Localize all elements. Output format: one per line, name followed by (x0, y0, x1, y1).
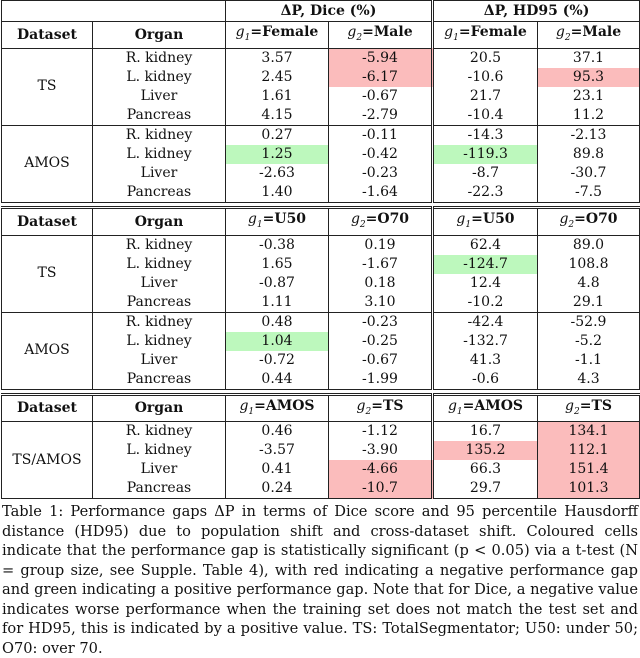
value-cell: -2.13 (538, 125, 640, 145)
organ-cell: Liver (93, 460, 226, 479)
dataset-cell: TS (2, 48, 93, 125)
dice-header: ΔP, Dice (%) (226, 1, 433, 22)
value-cell: -0.72 (226, 351, 329, 370)
value-cell: 1.61 (226, 87, 329, 106)
table-row (2, 87, 640, 106)
hd95-g1-header: $g_1=U50$ (433, 207, 538, 235)
value-cell: -5.94 (329, 48, 433, 68)
group-label: U50 (274, 210, 307, 227)
dataset-cell: TS (2, 235, 93, 312)
value-cell: -8.7 (433, 164, 538, 183)
dice-g2-header: $g_2=TS$ (329, 394, 433, 422)
group-label: Male (582, 24, 622, 40)
dice-g1-header: $g_1=U50$ (226, 207, 329, 235)
value-cell: -14.3 (433, 125, 538, 145)
table-caption: Table 1: Performance gaps ΔP in terms of Dice score and 95 percentile Hausdorff distance (HD95) due to population shift and cross-dataset shift. Coloured cells indicate that the performance gap is statistically significant (p < 0.05) via a t-test (N = group size, see Supple. Table 4), with red indicating a negative performance gap and green indicating a positive performance gap. Note that for Dice, a negative value indicates worse performance when the training set does not match the test set and for HD95, this is indicated by a positive value. TS: TotalSegmentator; U50: under 50; O70: over 70. (2, 503, 638, 657)
organ-cell: Liver (93, 274, 226, 293)
value-cell: 0.19 (329, 235, 433, 255)
table-row (2, 164, 640, 183)
value-cell: -30.7 (538, 164, 640, 183)
table-row (2, 479, 640, 499)
value-cell: -0.11 (329, 125, 433, 145)
table-row (2, 48, 640, 68)
table-row (2, 125, 640, 145)
table-section (1, 206, 640, 390)
value-cell: 135.2 (433, 441, 538, 460)
value-cell: 151.4 (538, 460, 640, 479)
value-cell: 2.45 (226, 68, 329, 87)
table-row (2, 351, 640, 370)
organ-cell: Liver (93, 87, 226, 106)
organ-cell: R. kidney (93, 235, 226, 255)
table-row (2, 312, 640, 332)
empty-header-cell (2, 1, 226, 22)
value-cell: -0.25 (329, 332, 433, 351)
value-cell: 29.7 (433, 479, 538, 499)
value-cell: 29.1 (538, 293, 640, 313)
dice-g2-header: $g_2=Male$ (329, 22, 433, 49)
value-cell: -119.3 (433, 145, 538, 164)
dice-g1-header: $g_1=AMOS$ (226, 394, 329, 422)
table-row (2, 332, 640, 351)
group-label: O70 (585, 210, 618, 227)
value-cell: 0.24 (226, 479, 329, 499)
value-cell: 89.8 (538, 145, 640, 164)
table-section (1, 393, 640, 500)
value-cell: -1.64 (329, 183, 433, 203)
value-cell: -0.87 (226, 274, 329, 293)
value-cell: 41.3 (433, 351, 538, 370)
table-row (2, 106, 640, 126)
value-cell: 3.10 (329, 293, 433, 313)
value-cell: 108.8 (538, 255, 640, 274)
value-cell: -0.23 (329, 164, 433, 183)
value-cell: 4.15 (226, 106, 329, 126)
table-row (2, 460, 640, 479)
value-cell: 112.1 (538, 441, 640, 460)
value-cell: -3.57 (226, 441, 329, 460)
value-cell: 62.4 (433, 235, 538, 255)
value-cell: 16.7 (433, 422, 538, 442)
value-cell: -10.7 (329, 479, 433, 499)
table-row (2, 183, 640, 203)
organ-cell: L. kidney (93, 255, 226, 274)
value-cell: 1.25 (226, 145, 329, 164)
value-cell: -0.67 (329, 351, 433, 370)
value-cell: -1.99 (329, 370, 433, 390)
value-cell: -7.5 (538, 183, 640, 203)
group-label: TS (591, 397, 612, 414)
group-label: U50 (482, 210, 515, 227)
table-row (2, 370, 640, 390)
value-cell: 11.2 (538, 106, 640, 126)
table-row (2, 293, 640, 313)
value-cell: 12.4 (433, 274, 538, 293)
hd95-g1-header: $g_1=Female$ (433, 22, 538, 49)
value-cell: 101.3 (538, 479, 640, 499)
table-row (2, 235, 640, 255)
value-cell: -10.2 (433, 293, 538, 313)
organ-cell: Pancreas (93, 293, 226, 313)
hd95-g2-header: $g_2=Male$ (538, 22, 640, 49)
group-label: Female (262, 24, 319, 40)
value-cell: 4.8 (538, 274, 640, 293)
value-cell: -42.4 (433, 312, 538, 332)
hd95-g1-header: $g_1=AMOS$ (433, 394, 538, 422)
organ-cell: Pancreas (93, 183, 226, 203)
value-cell: -0.42 (329, 145, 433, 164)
value-cell: -124.7 (433, 255, 538, 274)
organ-column-header: Organ (93, 394, 226, 422)
value-cell: -1.1 (538, 351, 640, 370)
organ-cell: L. kidney (93, 68, 226, 87)
value-cell: 134.1 (538, 422, 640, 442)
organ-cell: R. kidney (93, 125, 226, 145)
value-cell: -132.7 (433, 332, 538, 351)
value-cell: -10.4 (433, 106, 538, 126)
value-cell: -3.90 (329, 441, 433, 460)
organ-column-header: Organ (93, 22, 226, 49)
value-cell: -1.12 (329, 422, 433, 442)
value-cell: 0.18 (329, 274, 433, 293)
value-cell: 20.5 (433, 48, 538, 68)
organ-cell: Pancreas (93, 370, 226, 390)
dataset-column-header: Dataset (2, 22, 93, 49)
value-cell: 66.3 (433, 460, 538, 479)
value-cell: -4.66 (329, 460, 433, 479)
organ-cell: Pancreas (93, 479, 226, 499)
table-row (2, 145, 640, 164)
value-cell: 0.48 (226, 312, 329, 332)
organ-cell: Liver (93, 351, 226, 370)
table-row (2, 441, 640, 460)
dataset-cell: AMOS (2, 125, 93, 202)
value-cell: -52.9 (538, 312, 640, 332)
organ-cell: Liver (93, 164, 226, 183)
value-cell: 0.41 (226, 460, 329, 479)
value-cell: 89.0 (538, 235, 640, 255)
group-label: Male (373, 24, 413, 40)
hd95-g2-header: $g_2=TS$ (538, 394, 640, 422)
hd95-g2-header: $g_2=O70$ (538, 207, 640, 235)
organ-cell: R. kidney (93, 312, 226, 332)
group-label: TS (382, 397, 404, 414)
dice-g1-header: $g_1=Female$ (226, 22, 329, 49)
value-cell: 37.1 (538, 48, 640, 68)
value-cell: -2.63 (226, 164, 329, 183)
value-cell: 0.46 (226, 422, 329, 442)
table-section (1, 0, 640, 203)
value-cell: -0.67 (329, 87, 433, 106)
value-cell: -0.6 (433, 370, 538, 390)
dice-g2-header: $g_2=O70$ (329, 207, 433, 235)
value-cell: 95.3 (538, 68, 640, 87)
organ-cell: R. kidney (93, 48, 226, 68)
value-cell: 3.57 (226, 48, 329, 68)
value-cell: -0.23 (329, 312, 433, 332)
organ-cell: L. kidney (93, 145, 226, 164)
organ-cell: L. kidney (93, 332, 226, 351)
value-cell: 1.65 (226, 255, 329, 274)
group-label: Female (470, 24, 527, 40)
value-cell: 21.7 (433, 87, 538, 106)
organ-column-header: Organ (93, 207, 226, 235)
organ-cell: Pancreas (93, 106, 226, 126)
table-row (2, 255, 640, 274)
group-label: O70 (377, 210, 410, 227)
value-cell: 1.40 (226, 183, 329, 203)
value-cell: -6.17 (329, 68, 433, 87)
value-cell: 1.04 (226, 332, 329, 351)
value-cell: 0.44 (226, 370, 329, 390)
value-cell: -1.67 (329, 255, 433, 274)
table-row (2, 274, 640, 293)
value-cell: -22.3 (433, 183, 538, 203)
value-cell: 4.3 (538, 370, 640, 390)
value-cell: 1.11 (226, 293, 329, 313)
value-cell: -10.6 (433, 68, 538, 87)
table-row (2, 422, 640, 442)
value-cell: 0.27 (226, 125, 329, 145)
value-cell: -2.79 (329, 106, 433, 126)
value-cell: -5.2 (538, 332, 640, 351)
value-cell: -0.38 (226, 235, 329, 255)
value-cell: 23.1 (538, 87, 640, 106)
group-label: AMOS (474, 397, 524, 414)
dataset-cell: TS/AMOS (2, 422, 93, 499)
table-row (2, 68, 640, 87)
organ-cell: R. kidney (93, 422, 226, 442)
hd95-header: ΔP, HD95 (%) (433, 1, 640, 22)
dataset-cell: AMOS (2, 312, 93, 389)
organ-cell: L. kidney (93, 441, 226, 460)
group-label: AMOS (265, 397, 315, 414)
dataset-column-header: Dataset (2, 207, 93, 235)
dataset-column-header: Dataset (2, 394, 93, 422)
